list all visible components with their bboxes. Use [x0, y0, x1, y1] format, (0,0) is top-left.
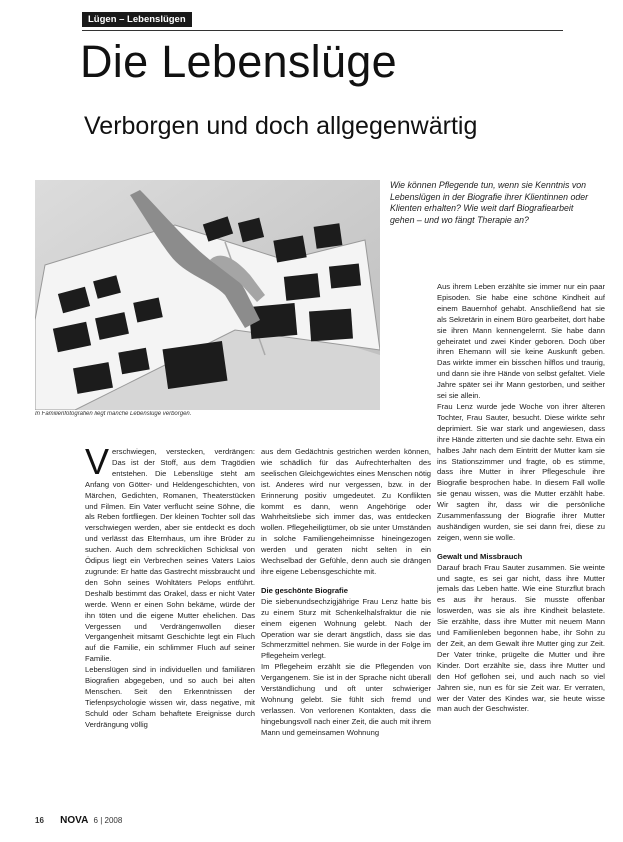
- magazine-name: NOVA: [60, 815, 89, 826]
- subheading: Gewalt und Missbrauch: [437, 551, 523, 561]
- header-rule: [82, 30, 563, 31]
- body-paragraph: Im Pflegeheim erzählt sie die Pflegenden von Vergangenem. Sie ist in der Sprache nicht überall Verständlichung und oft unter schwieriger Wohnung gelebt. Sie fühlt sich fremd und verlassen. Von verlorenen Kontakten, dass die hingebungsvoll nach einer Zeit, die auch mit ihrem Mann und gemeinsamen Wohnung: [261, 662, 431, 737]
- photo-caption: In Familienfotografien liegt manche Lebenslüge verborgen.: [35, 411, 192, 417]
- body-paragraph: Frau Lenz wurde jede Woche von ihrer älteren Tochter, Frau Sauter, besucht. Diese wirkte sehr deprimiert. Sie war stark und angewiesen, dass ihre Hände zitterten und sie dachte sehr. Etwa ein halbes Jahr nach dem Eintritt der Mutter kam sie ins Stationszimmer und fragte, ob es stimme, dass ihre Mutter in ihrer Pflegeschule ihre Biografie besprochen habe. In diesem Fall wolle sie genau wissen, was die Mutter erzählt habe. Wir sagten ihr, dass wir die persönliche Zusammenfassung der Biografie ihrer Mutter aushändigen wurden, sie sei dann frei, diese zu zeigen, wenn sie wolle.: [437, 401, 605, 542]
- issue-number: 6 | 2008: [93, 816, 123, 825]
- body-paragraph: aus dem Gedächtnis gestrichen werden können, wie schädlich für das Aufrechterhalten des seelischen Gleichgewichtes eines Menschen nötig ist. Anderes wird nur vergessen, bzw. in der Erinnerung positiv umgedeutet. Zu Konflikten kommt es dann, wenn Angehörige oder Wahrheitsliebe sich immer das, was entdecken wollen. Pflegeheiligtümer, ob sie unter Umständen in solche Familiengeheimnisse hineingezogen werden und geraten nicht selten in ein Wechselbad der Gefühle, denn auch sie drängen ihre eigene Lebensgeschichte mit.: [261, 447, 431, 576]
- body-paragraph: Darauf brach Frau Sauter zusammen. Sie weinte und sagte, es sei gar nicht, dass ihre Mutter jemals das Leben hatte. Wie eine Sturzflut brach es aus ihr heraus. Sie musste offenbar loswerden, was sie als ihre Kindheit belastete. Sie erzählte, dass ihre Mutter mit neuem Mann und Familienleben begonnen habe, ihr Sohn zu der Zeit, an dem Gewalt ihre Mutter ging zur Zeit. Der Vater trinke, prügelte die Mutter und ihre Kinder. Dort erzählte sie, dass ihre Mutter und den Hof geflohen sei, und auch nach so viel Jahren sie, nun es für sie Zeit war. Er verraten, wer der Vater des Kindes war, sie heute wisse man auch der Geschwister.: [437, 562, 605, 714]
- body-paragraph: Aus ihrem Leben erzählte sie immer nur ein paar Episoden. Sie habe eine schöne Kindheit auf einem Bauernhof gehabt. Anschließend hat sie als Sekretärin in einem Büro gearbeitet, dort habe sie ihren Mann kennengelernt. Sie habe dann geheiratet und zwei Kinder geboren. Doch über ihren Ehemann will sie keine Auskunft geben. Das wirkte immer ein bisschen hilflos und traurig, und dann sie ihre Hände von selbst gefaltet. Viele Jahre später sei ihr Mann gestorben, und seither sei sie allein.: [437, 282, 605, 401]
- text-column-1: [85, 447, 255, 840]
- body-paragraph: Lebenslügen sind in individuellen und familiären Biografien abgegeben, und so auch bei alten Menschen. Seit den Erkenntnissen der Tiefenpsychologie wissen wir, dass negative, mit Schuld oder Scham behaftete Ereignisse durch Verdrängung völlig: [85, 665, 255, 729]
- text-column-2: [261, 447, 431, 840]
- drop-cap: V: [85, 447, 110, 482]
- body-paragraph: Die siebenundsechzigjährige Frau Lenz hatte bis zu einem Sturz mit Schenkelhalsfraktur die nie einem eigenen Wohnung gelebt. Nach der Operation war sie derart ängstlich, dass sie das Schmerzmittel nehmen. Sie wurde in der Folge im Pflegeheim verlegt.: [261, 596, 431, 661]
- page-number: 16: [35, 816, 44, 825]
- photo-album-image: [35, 180, 380, 410]
- article-subtitle: Verborgen und doch allgegenwärtig: [84, 112, 478, 140]
- text-column-3: [437, 282, 605, 840]
- photo-illustration: [35, 180, 380, 410]
- subheading: Die geschönte Biografie: [261, 585, 348, 595]
- article-title: Die Lebenslüge: [80, 36, 397, 87]
- body-paragraph: erschwiegen, verstecken, verdrängen: Das ist der Stoff, aus dem Tragödien entstehen. Die Lebenslüge steht am Anfang von Götter- und Heldengeschichten, von Märchen, Gedichten, Romanen, Theaterstücken und Filmen. Ein Vater verflucht seine Söhne, die als Reben fortfliegen. Der kleinen Tochter soll das verschwiegen werden, aber sie entdeckt es doch und verlässt das Elternhaus, um ihre Brüder zu suchen. Auch dem schrecklichen Schicksal von Ödipus liegt ein Verbrechen seines Vaters Laios zugrunde: Er hatte das Gastrecht missbraucht und den Sohn seines Wohltäters Pelops entführt. Deshalb bestimmt das Orakel, dass er nicht Vater werde. Wenn er einen Sohn bekäme, würde der ihn töten und die eigene Mutter ehelichen. Das Vergessen und Verdrängenwollen dieser Vergangenheit mitsamt Geschichte legt ein Fluch auf die Familie, ein schlimmer Fluch auf seiner Familie.: [85, 447, 255, 664]
- page-footer: [35, 815, 122, 826]
- article-intro: Wie können Pflegende tun, wenn sie Kenntnis von Lebenslügen in der Biografie ihrer Klientinnen oder Klienten erhalten? Wie weit darf Biografiearbeit gehen – und wo fängt Therapie an?: [390, 180, 589, 225]
- section-tag: Lügen – Lebenslügen: [82, 12, 192, 27]
